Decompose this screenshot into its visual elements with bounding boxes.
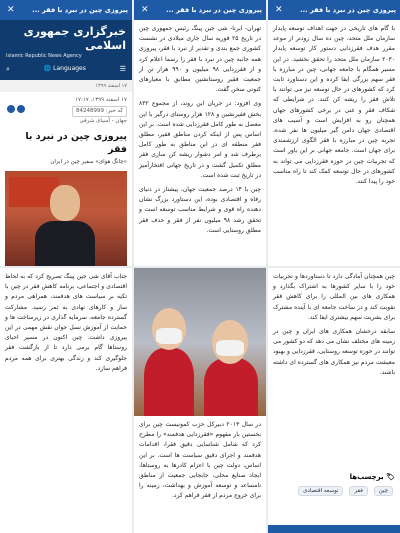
- close-icon[interactable]: ✕: [7, 5, 15, 15]
- tags-heading: برچسب‌ها: [349, 473, 384, 481]
- paragraph: چین با ۱۴ درصد جمعیت جهان، پیشتاز در دنیای رفاه و اقتصادی بوده، این دستاورد بزرگ نشان دهنده راه قوی و شرایط مناسب توسعه است و تحقق رشد ۹۸ میلیون نفر از فقر و حذف فقر مطلق روستایی است.: [139, 186, 262, 234]
- panel-article-tags: [268, 268, 400, 533]
- title-bar: [268, 0, 400, 20]
- share-icons: [5, 105, 25, 117]
- article-date: ۱۷ اسفند ۱۳۹۹، ۱۷:۱۷: [75, 97, 127, 103]
- bottom-bar: [268, 525, 400, 533]
- mask-shape: [156, 328, 182, 344]
- article-meta: [0, 92, 132, 130]
- title-bar: [134, 0, 266, 20]
- date-band: ۱۷ اسفند ۱۳۹۹: [0, 80, 132, 92]
- paragraph: سابقه درخشان همکاری های ایران و چین در زمینه های مختلف نشان می دهد که دو کشور می توانند در حوزه توسعه روستایی، فقرزدایی و بهبود معیشت مردم نیز همکاری های گسترده ای داشته باشند.: [273, 328, 395, 376]
- title-bar-label: پیروزی چین در نبرد با فقر ...: [300, 6, 396, 14]
- menu-icon[interactable]: ☰: [119, 65, 126, 73]
- tag-chip[interactable]: چین: [374, 486, 393, 496]
- paragraph: با گام های تاریخی در جهت اهداف توسعه پایدار سازمان ملل متحد، چین ده سال زودتر از موعد مقرر هدف فقرزدایی دستور کار توسعه پایدار ۲۰۳۰ سازمان ملل متحد را تحقق بخشید. در این مسیر همگام با جامعه جهانی، چین در مبارزه با فقر سهم بزرگی ایفا کرده و این دستاورد ثابت کرد که کشورهای در حال توسعه نیز می توانند با تلاش فقر را ریشه کن کنند.: [273, 25, 395, 104]
- suit-shape: [35, 221, 95, 266]
- share-icon[interactable]: [7, 105, 15, 113]
- tags-section: [268, 468, 400, 502]
- ambassador-photo: [5, 171, 127, 266]
- title-bar: [0, 0, 132, 20]
- panel-article-bottom: [0, 268, 132, 533]
- paragraph: وی افزود: در جریان این روند، از مجموع ۸۳۲ بخش فقیرنشین و ۱۲۸ هزار روستای درگیر با این معضل به طور کامل فقرزدایی شده است. بر این اساس پس از اینکه کردن مناطق فقیر، مطلق فقر منطقه ای در این مناطق به طور کامل برطرف شد و امر دشوار ریشه کن سازی فقر مطلق تکمیل گشت و در تاریخ جهانی افتخارآمیز در تاریخ ثبت شده است.: [139, 100, 261, 179]
- site-logo[interactable]: خبرگزاری جمهوری اسلامی: [23, 25, 126, 52]
- face-shape: [50, 185, 80, 221]
- panel-site-header: [0, 0, 132, 266]
- article-text: [0, 268, 132, 533]
- paragraph: چین همچنان آمادگی دارد تا دستاوردها و تجربیات خود را با سایر کشورها به اشتراک بگذارد و همکاری های بین المللی را برای کاهش فقر تقویت کند و در ساخت جامعه ای با آینده مشترک برای بشریت سهم بیشتری ایفا کند.: [273, 273, 395, 321]
- languages-label: Languages: [53, 65, 86, 72]
- article-text: [134, 416, 266, 533]
- article-section[interactable]: جهان - آسیای شرقی: [79, 118, 127, 124]
- title-bar-label: پیروزی چین در نبرد با فقر ...: [32, 6, 128, 14]
- tag-chip[interactable]: توسعه اقتصادی: [298, 486, 343, 496]
- paragraph: در سال ۲۰۱۳ دبیرکل حزب کمونیست چین برای نخستین بار مفهوم «فقرزدایی هدفمند» را مطرح کرد که شامل شناسایی دقیق فقرا، اقدامات هدفمند و اجرای دقیق سیاست ها است. بر این اساس، دولت چین با اعزام کادرها به روستاها، ایجاد صنایع محلی، جابجایی جمعیت از مناطق نامساعد و توسعه آموزش و بهداشت، زمینه را برای خروج مردم از فقر فراهم کرد.: [139, 421, 261, 500]
- tag-icon: 🏷: [386, 473, 395, 481]
- article-title: پیروزی چین در نبرد با فقر: [25, 131, 127, 155]
- coat-shape: [144, 348, 194, 416]
- languages-link[interactable]: 🌐 Languages: [43, 65, 86, 72]
- article-text: [268, 268, 400, 468]
- panel-article-intro: [134, 0, 266, 266]
- close-icon[interactable]: ✕: [141, 5, 149, 15]
- share-icon[interactable]: [17, 105, 25, 113]
- article-text: [134, 20, 266, 266]
- article-lead: «چانگ هوای» سفیر چین در ایران: [50, 159, 127, 165]
- article-text: [268, 20, 400, 266]
- news-code[interactable]: کد خبر: 84248999: [72, 106, 127, 117]
- title-bar-label: پیروزی چین در نبرد با فقر ...: [166, 6, 262, 14]
- paragraph: جناب آقای شی جین پینگ تصریح کرد که به لحاظ اقتصادی و اجتماعی، برنامه کاهش فقر در چین با تکیه بر سیاست های هدفمند، همراهی مردم و ساز و کارهای نهادی به ثمر رسید. مشارکت گسترده جامعه، سرمایه گذاری در زیرساخت ها و حمایت از آموزش نسل جوان نقش مهمی در این پیروزی داشت. چین اکنون در مسیر احیای روستاها گام برمی دارد تا از بازگشت فقر جلوگیری کند و زندگی بهتری برای همه مردم فراهم سازد.: [5, 273, 127, 372]
- site-subtitle: Islamic Republic News Agency: [6, 53, 82, 59]
- tag-chip[interactable]: فقر: [349, 486, 367, 496]
- mask-shape: [216, 340, 244, 356]
- paragraph: تهران- ایرنا- شی جین پینگ رئیس جمهوری چین در تاریخ ۲۵ فوریه سال جاری میلادی در نشست کشوری جمع بندی و تقدیر از نبرد با فقر، پیروزی همه جانبه چین در نبرد با فقر را رسما اعلام کرد و از فقرزدایی ۹۸ میلیون و ۹۹۰ هزار تن از جمعیت فقیر روستانشین مطابق با معیارهای کنونی سخن گفت.: [139, 25, 262, 94]
- site-header: [0, 20, 132, 80]
- paragraph: در شرایطی که شکاف فقر و غنی در برخی کشورهای جهان همچنان رو به افزایش است و آسیب های اقتصادی جهان دامن گیر میلیون ها نفر شده، تجربه چین در مبارزه با فقر الگوی ارزشمندی برای جهان است. جامعه جهانی بر این باور است که تجربیات چین در حوزه فقرزدایی می تواند به کشورهای در حال توسعه کمک کند تا راه مناسب خود را پیدا کنند.: [273, 96, 395, 186]
- children-photo: [134, 268, 266, 416]
- close-icon[interactable]: ✕: [275, 5, 283, 15]
- search-icon[interactable]: ⌕: [6, 65, 10, 73]
- panel-article-top: [268, 0, 400, 266]
- coat-shape: [204, 358, 258, 416]
- panel-article-photo: [134, 268, 266, 533]
